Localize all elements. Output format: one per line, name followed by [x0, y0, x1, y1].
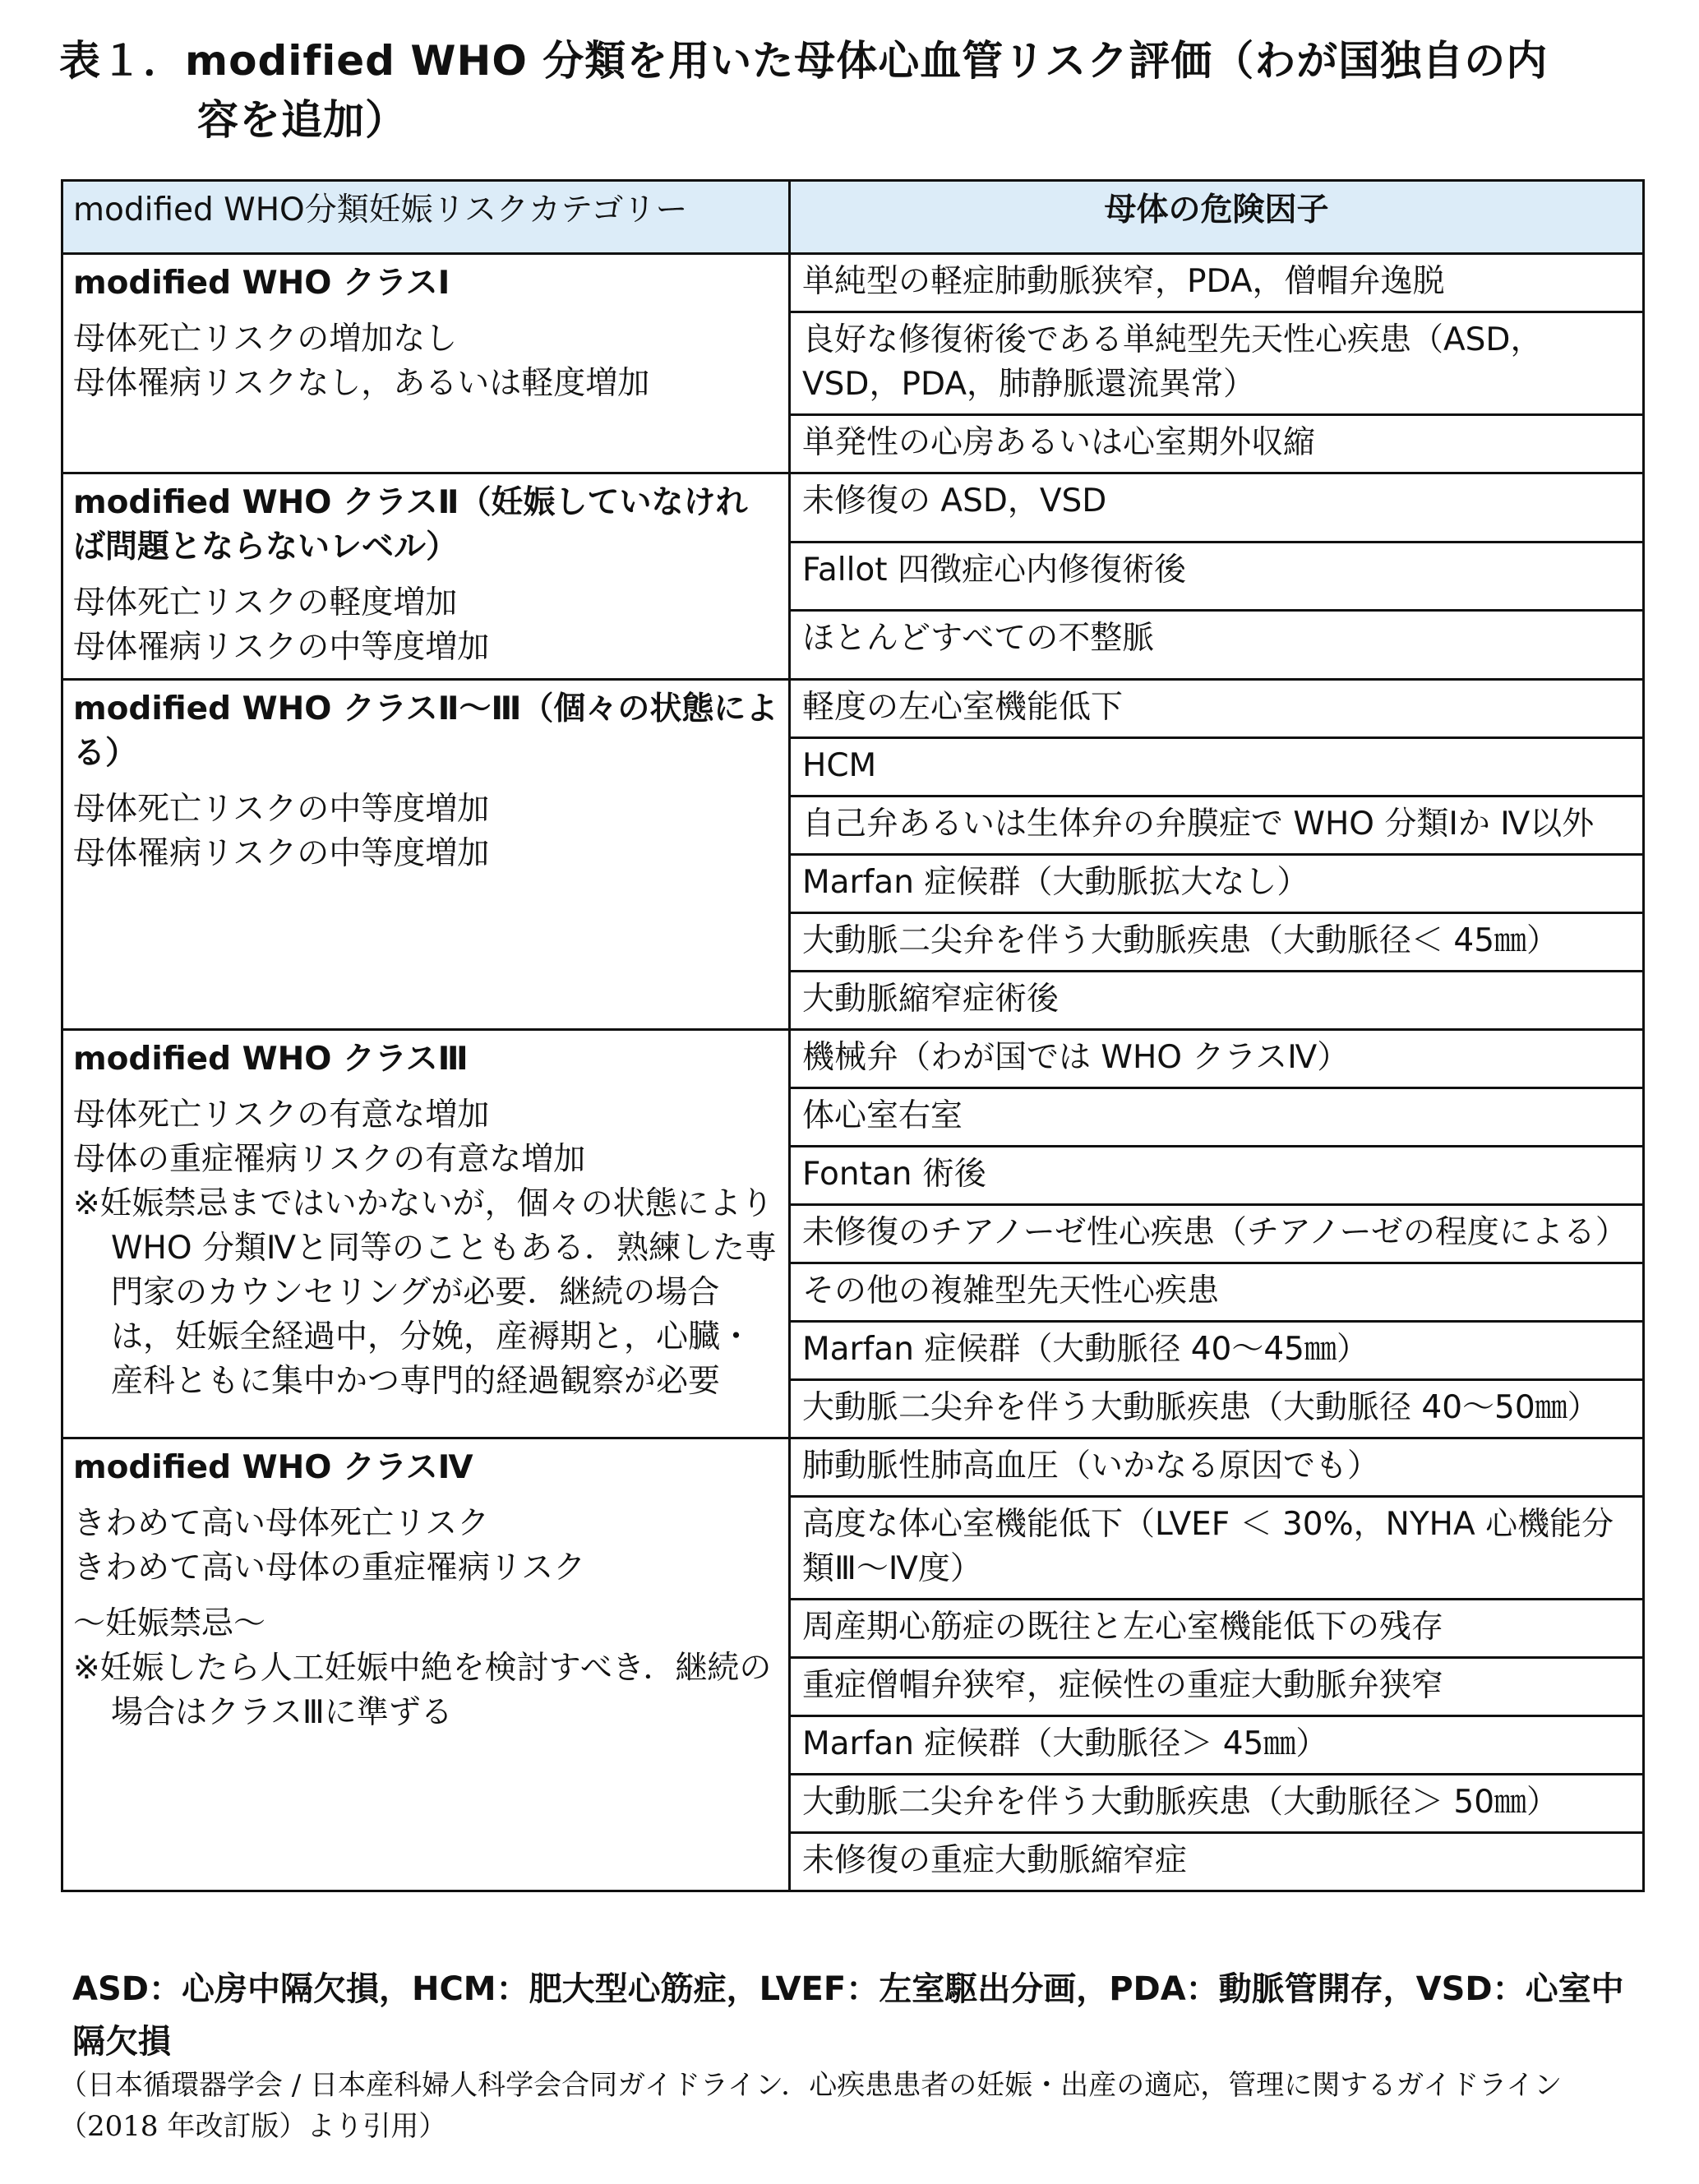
table-row: [62, 473, 1644, 543]
risk-factor-cell: 大動脈二尖弁を伴う大動脈疾患（大動脈径 40～50㎜）: [790, 1380, 1644, 1438]
category-risk-text: 母体死亡リスクの増加なし: [73, 321, 458, 358]
table-row: [62, 254, 1644, 312]
risk-factor-cell: HCM: [790, 738, 1644, 796]
risk-factor-cell: 良好な修復術後である単純型先天性心疾患（ASD，VSD，PDA，肺静脈還流異常）: [790, 312, 1644, 415]
risk-factor-cell: 体心室右室: [790, 1088, 1644, 1147]
risk-factor-cell: 自己弁あるいは生体弁の弁膜症で WHO 分類Ⅰか Ⅳ以外: [790, 796, 1644, 855]
category-title: modified WHO クラスⅠ: [73, 265, 450, 302]
risk-table: [61, 179, 1645, 1892]
header-category: modified WHO分類妊娠リスクカテゴリー: [62, 181, 790, 254]
category-contraindication: ～妊娠禁忌～: [73, 1605, 266, 1642]
risk-factor-cell: 単発性の心房あるいは心室期外収縮: [790, 415, 1644, 473]
category-risk-text: 母体の重症罹病リスクの有意な増加: [73, 1141, 586, 1178]
category-risk-text: 母体死亡リスクの軽度増加: [73, 584, 458, 621]
risk-factor-cell: 未修復の重症大動脈縮窄症: [790, 1833, 1644, 1891]
category-cell: [62, 1438, 790, 1891]
risk-factor-cell: 大動脈二尖弁を伴う大動脈疾患（大動脈径＜ 45㎜）: [790, 913, 1644, 972]
table-title: [59, 31, 1654, 150]
risk-factor-cell: 周産期心筋症の既往と左心室機能低下の残存: [790, 1600, 1644, 1658]
category-title: modified WHO クラスⅡ（妊娠していなければ問題とならないレベル）: [73, 484, 748, 566]
category-cell: [62, 680, 790, 1030]
header-row: [62, 181, 1644, 254]
table-row: [62, 1030, 1644, 1088]
risk-factor-cell: 未修復の ASD，VSD: [790, 473, 1644, 543]
category-risk-text: 母体死亡リスクの有意な増加: [73, 1097, 490, 1134]
category-title: modified WHO クラスⅣ: [73, 1449, 473, 1486]
abbreviations-note: ASD：心房中隔欠損，HCM：肥大型心筋症，LVEF：左室駆出分画，PDA：動脈管開存，VSD：心室中隔欠損: [72, 1970, 1624, 2061]
category-risk-text: 母体死亡リスクの中等度増加: [73, 791, 490, 828]
risk-table-body: [62, 254, 1644, 1891]
risk-factor-cell: Marfan 症候群（大動脈径＞ 45㎜）: [790, 1716, 1644, 1775]
table-row: [62, 680, 1644, 738]
source-citation: （日本循環器学会 / 日本産科婦人科学会合同ガイドライン．心疾患患者の妊娠・出産の適応，管理に関するガイドライン（2018 年改訂版）より引用）: [59, 2069, 1563, 2143]
risk-factor-cell: 高度な体心室機能低下（LVEF ＜ 30%，NYHA 心機能分類Ⅲ～Ⅳ度）: [790, 1497, 1644, 1600]
table-title-line1: 表１．modified WHO 分類を用いた母体心血管リスク評価（わが国独自の内: [59, 37, 1549, 85]
risk-factor-cell: 大動脈二尖弁を伴う大動脈疾患（大動脈径＞ 50㎜）: [790, 1775, 1644, 1833]
category-risk-text: 母体罹病リスクの中等度増加: [73, 835, 490, 872]
category-risk-text: 母体罹病リスクなし，あるいは軽度増加: [73, 365, 650, 402]
category-risk-text: きわめて高い母体死亡リスク: [73, 1505, 490, 1542]
risk-factor-cell: 単純型の軽症肺動脈狭窄，PDA，僧帽弁逸脱: [790, 254, 1644, 312]
category-note: ※妊娠禁忌まではいかないが，個々の状態により WHO 分類Ⅳと同等のこともある．熟練した専門家のカウンセリングが必要．継続の場合は，妊娠全経過中，分娩，産褥期と，心臓・産科ともに集中かつ専門的経過観察が必要: [73, 1185, 777, 1400]
risk-factor-cell: Fallot 四徴症心内修復術後: [790, 542, 1644, 611]
risk-factor-cell: ほとんどすべての不整脈: [790, 611, 1644, 680]
header-risk-factors: 母体の危険因子: [790, 181, 1644, 254]
category-title: modified WHO クラスⅡ～Ⅲ（個々の状態による）: [73, 690, 778, 772]
risk-factor-cell: Fontan 術後: [790, 1147, 1644, 1205]
category-risk-text: 母体罹病リスクの中等度増加: [73, 629, 490, 666]
category-risk-text: きわめて高い母体の重症罹病リスク: [73, 1549, 586, 1586]
risk-factor-cell: Marfan 症候群（大動脈拡大なし）: [790, 855, 1644, 913]
category-note: ※妊娠したら人工妊娠中絶を検討すべき．継続の場合はクラスⅢに準ずる: [73, 1650, 772, 1731]
risk-factor-cell: その他の複雑型先天性心疾患: [790, 1263, 1644, 1322]
category-cell: [62, 254, 790, 473]
table-title-line2: 容を追加）: [197, 96, 407, 144]
category-cell: [62, 1030, 790, 1438]
category-cell: [62, 473, 790, 680]
risk-factor-cell: 軽度の左心室機能低下: [790, 680, 1644, 738]
risk-factor-cell: 大動脈縮窄症術後: [790, 972, 1644, 1030]
risk-factor-cell: Marfan 症候群（大動脈径 40～45㎜）: [790, 1322, 1644, 1380]
risk-factor-cell: 機械弁（わが国では WHO クラスⅣ）: [790, 1030, 1644, 1088]
risk-factor-cell: 未修復のチアノーゼ性心疾患（チアノーゼの程度による）: [790, 1205, 1644, 1263]
risk-factor-cell: 重症僧帽弁狭窄，症候性の重症大動脈弁狭窄: [790, 1658, 1644, 1716]
risk-factor-cell: 肺動脈性肺高血圧（いかなる原因でも）: [790, 1438, 1644, 1497]
category-title: modified WHO クラスⅢ: [73, 1041, 469, 1078]
table-row: [62, 1438, 1644, 1497]
